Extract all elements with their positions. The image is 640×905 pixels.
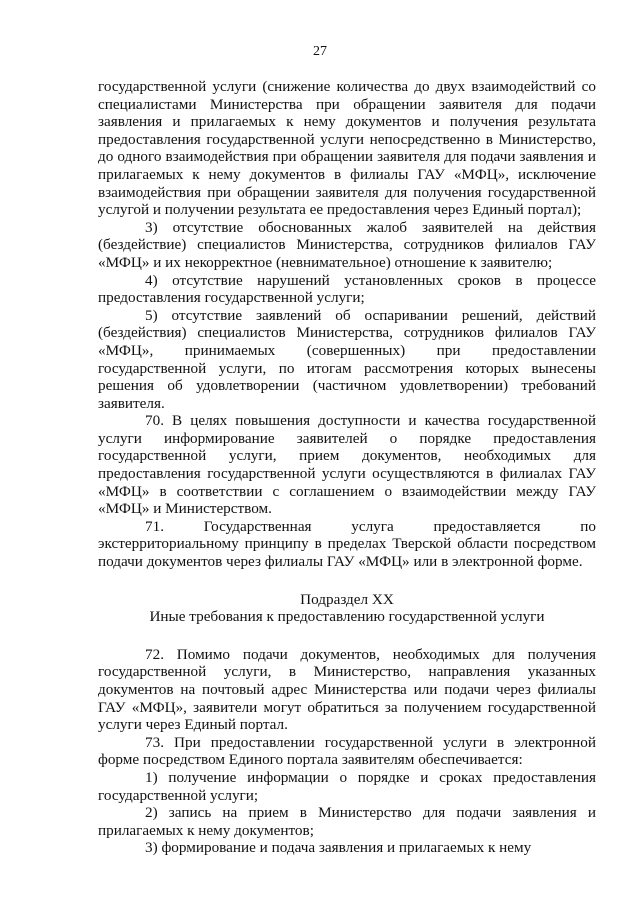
section-subtitle: Иные требования к предоставлению государственной услуги bbox=[149, 608, 545, 626]
paragraph-item-5: 5) отсутствие заявлений об оспаривании решений, действий (бездействия) специалистов Министерства, сотрудников филиалов ГАУ «МФЦ», принимаемых (совершенных) при предоставлении государственной услуги, по итогам рассмотрения которых вынесены решения об удовлетворении (частичном удовлетворении) требований заявителя. bbox=[98, 306, 596, 412]
paragraph-73-item-1: 1) получение информации о порядке и сроках предоставления государственной услуги; bbox=[98, 768, 596, 804]
paragraph-72: 72. Помимо подачи документов, необходимых для получения государственной услуги, в Министерство, направления указанных документов на почтовый адрес Министерства или подачи через филиалы ГАУ «МФЦ», заявители могут обратиться за получением государственной услуги через Единый портал. bbox=[98, 645, 596, 734]
paragraph-item-4: 4) отсутствие нарушений установленных сроков в процессе предоставления государственной услуги; bbox=[98, 271, 596, 307]
document-body bbox=[98, 78, 596, 857]
paragraph-73: 73. При предоставлении государственной услуги в электронной форме посредством Единого портала заявителям обеспечивается: bbox=[98, 733, 596, 769]
paragraph-item-3: 3) отсутствие обоснованных жалоб заявителей на действия (бездействие) специалистов Министерства, сотрудников филиалов ГАУ «МФЦ» и их некорректное (невнимательное) отношение к заявителю; bbox=[98, 218, 596, 271]
paragraph-continuation: государственной услуги (снижение количества до двух взаимодействий со специалистами Министерства при обращении заявителя для подачи заявления и прилагаемых к нему документов и получения результата предоставления государственной услуги непосредственно в Министерство, до одного взаимодействия при обращении заявителя для подачи заявления и прилагаемых к нему документов в филиалы ГАУ «МФЦ», исключение взаимодействия при обращении заявителя для получения государственной услугой и получении результата ее предоставления через Единый портал); bbox=[98, 78, 596, 219]
page-number: 27 bbox=[313, 44, 327, 59]
section-title: Подраздел XX bbox=[300, 590, 394, 608]
paragraph-71: 71. Государственная услуга предоставляется по экстерриториальному принципу в пределах Тверской области посредством подачи документов через филиалы ГАУ «МФЦ» или в электронной форме. bbox=[98, 517, 596, 571]
paragraph-73-item-2: 2) запись на прием в Министерство для подачи заявления и прилагаемых к нему документов; bbox=[98, 804, 596, 839]
paragraph-73-item-3: 3) формирование и подача заявления и прилагаемых к нему bbox=[145, 839, 532, 857]
paragraph-70: 70. В целях повышения доступности и качества государственной услуги информирование заявителей о порядке предоставления государственной услуги, прием документов, необходимых для предоставления государственной услуги осуществляются в филиалах ГАУ «МФЦ» в соответствии с соглашением о взаимодействии между ГАУ «МФЦ» и Министерством. bbox=[98, 412, 596, 518]
